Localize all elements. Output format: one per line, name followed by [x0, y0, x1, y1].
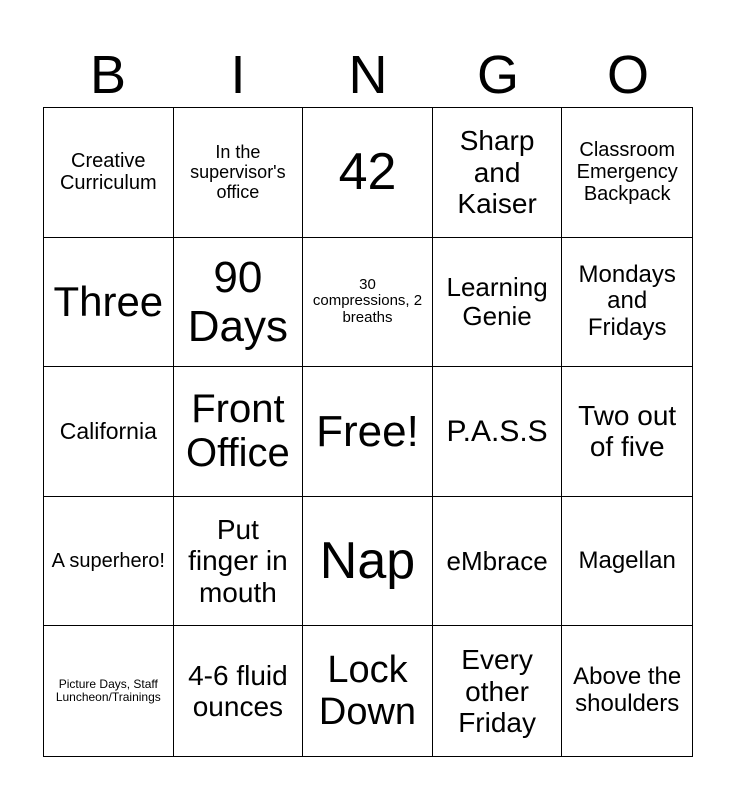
bingo-cell[interactable]: Sharp and Kaiser — [433, 108, 563, 238]
bingo-cell[interactable]: Picture Days, Staff Luncheon/Trainings — [44, 626, 174, 756]
bingo-cell[interactable]: Above the shoulders — [573, 663, 682, 718]
bingo-cell[interactable]: Mondays and Fridays — [562, 238, 692, 368]
header-letter-n: N — [348, 45, 388, 105]
bingo-cell[interactable]: In the supervisor's office — [174, 108, 304, 238]
header-letter-i: I — [230, 45, 246, 105]
bingo-cell[interactable]: Three — [44, 238, 174, 368]
bingo-cell[interactable]: Creative Curriculum — [44, 108, 174, 238]
bingo-cell[interactable]: P.A.S.S — [433, 367, 563, 497]
bingo-header — [43, 44, 693, 106]
bingo-cell[interactable]: eMbrace — [433, 497, 563, 627]
header-letter-o: O — [606, 45, 649, 105]
bingo-cell[interactable]: Two out of five — [562, 367, 692, 497]
bingo-cell[interactable]: 90 Days — [174, 238, 304, 368]
bingo-cell[interactable]: Nap — [303, 497, 433, 627]
bingo-cell[interactable]: A superhero! — [44, 497, 174, 627]
bingo-cell[interactable]: 42 — [303, 108, 433, 238]
bingo-cell-free[interactable]: Free! — [303, 367, 433, 497]
bingo-cell[interactable]: California — [44, 367, 174, 497]
bingo-cell[interactable]: Classroom Emergency Backpack — [562, 108, 692, 238]
bingo-cell[interactable]: Every other Friday — [433, 626, 563, 756]
header-letter-g: G — [476, 45, 519, 105]
bingo-cell[interactable]: Lock Down — [303, 626, 433, 756]
bingo-cell[interactable]: Front Office — [174, 367, 304, 497]
bingo-cell[interactable]: 4-6 fluid ounces — [174, 626, 304, 756]
bingo-cell[interactable]: 30 compressions, 2 breaths — [303, 238, 433, 368]
header-letter-b: B — [89, 45, 127, 105]
bingo-cell[interactable]: Magellan — [562, 497, 692, 627]
bingo-cell[interactable]: Put finger in mouth — [174, 497, 304, 627]
bingo-cell[interactable]: Learning Genie — [433, 238, 563, 368]
bingo-board — [43, 107, 693, 757]
